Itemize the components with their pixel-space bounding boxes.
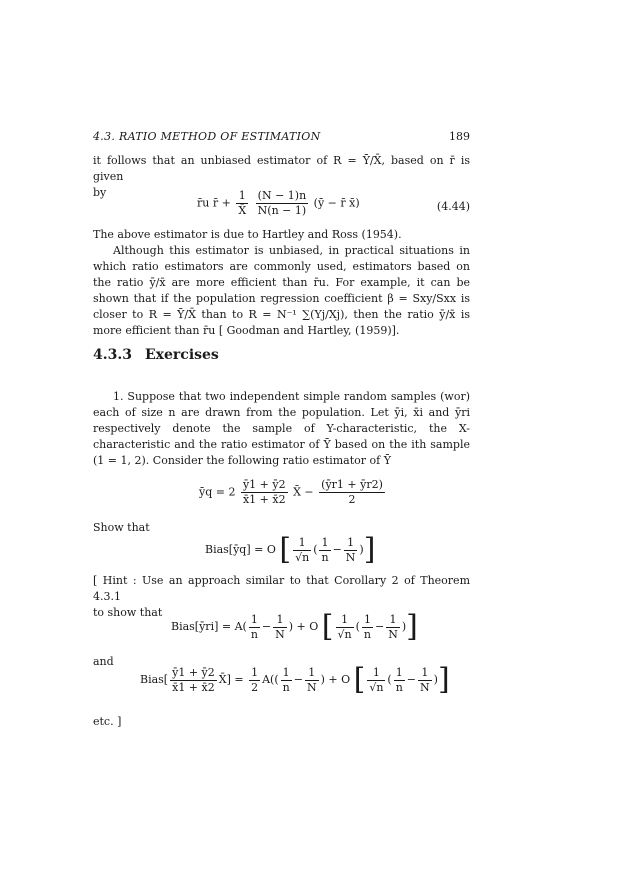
eq-frac-2: $\frac{(N - 1)n}{N(n - 1)}$ bbox=[257, 189, 307, 217]
show-that-label: Show that bbox=[93, 521, 150, 534]
yq-frac-1: $\frac{ȳ1 + ȳ2}{x̄1 + x̄2}$ bbox=[242, 478, 286, 506]
equation-bias-yq: Bias[ȳq] = O [ $\frac{1}{√n}$ ( $\frac{1}{n}$ − $\frac{1}{N}$ )] bbox=[205, 532, 376, 567]
page-number: 189 bbox=[449, 130, 470, 143]
equation-yq: ȳq = 2 $\frac{ȳ1 + ȳ2}{x̄1 + x̄2}$ X̄ − $\frac{(ȳr1 + ȳr2)}{2}$ bbox=[199, 478, 383, 506]
equation-bias-ratio: Bias[ $\frac{ȳ1 + ȳ2}{x̄1 + x̄2}$ X̄] = $\frac{1}{2}$ A(( $\frac{1}{n}$ − $\frac{1}{N}$ ) + O [ $\frac{1}{√n}$ ( $\frac{1}{n}$ − $\frac{1}{N}$ )] bbox=[140, 662, 450, 697]
header-title: 4.3. RATIO METHOD OF ESTIMATION bbox=[93, 130, 321, 143]
hint-paragraph: [ Hint : Use an approach similar to that Corollary 2 of Theorem 4.3.1 to show that bbox=[93, 574, 470, 619]
intro-line-2: by bbox=[93, 186, 107, 199]
paragraph-efficiency: Although this estimator is unbiased, in practical situations in which ratio estimators are commonly used, estimators based on the ratio ȳ/x̄ are more efficient than r̄u. For example, it can be shown that if the population regression coefficient β = Sxy/Sxx is closer to R = Ȳ/X̄ than to R = N⁻¹ ∑(Yj/Xj), then the ratio ȳ/x̄ is more efficient than r̄u [ Goodman and Hartley, (1959)]. bbox=[93, 244, 470, 337]
etc-label: etc. ] bbox=[93, 715, 122, 728]
equation-4-44 bbox=[197, 189, 360, 218]
yq-frac-2: $\frac{(ȳr1 + ȳr2)}{2}$ bbox=[321, 478, 383, 506]
paragraph-hartley-ross: The above estimator is due to Hartley and Ross (1954). bbox=[93, 228, 402, 241]
exercise-1-text: 1. Suppose that two independent simple random samples (wor) each of size n are drawn from the population. Let ȳi, x̄i and ȳri respectively denote the sample of Y-characteristic, the X-characteristic and the ratio estimator of Ȳ based on the ith sample (1 = 1, 2). Consider the following ratio estimator of Ȳ bbox=[93, 390, 470, 467]
section-title: Exercises bbox=[145, 347, 219, 363]
section-heading bbox=[93, 347, 219, 363]
eq-lhs: r̄u r̄ + bbox=[197, 196, 231, 210]
and-label: and bbox=[93, 655, 114, 668]
intro-line-1: it follows that an unbiased estimator of R = Ȳ/X̄, based on r̄ is given bbox=[93, 154, 470, 183]
equation-bias-yri: Bias[ȳri] = A( $\frac{1}{n}$ − $\frac{1}{N}$ ) + O [ $\frac{1}{√n}$ ( $\frac{1}{n}$ − $\frac{1}{N}$ )] bbox=[171, 609, 418, 644]
section-number: 4.3.3 bbox=[93, 347, 132, 363]
eq-frac-1: $\frac{1}{X̄}$ bbox=[238, 189, 247, 217]
equation-label: (4.44) bbox=[436, 200, 470, 213]
running-header bbox=[93, 129, 470, 145]
eq-rhs: (ȳ − r̄ x̄) bbox=[313, 196, 360, 210]
